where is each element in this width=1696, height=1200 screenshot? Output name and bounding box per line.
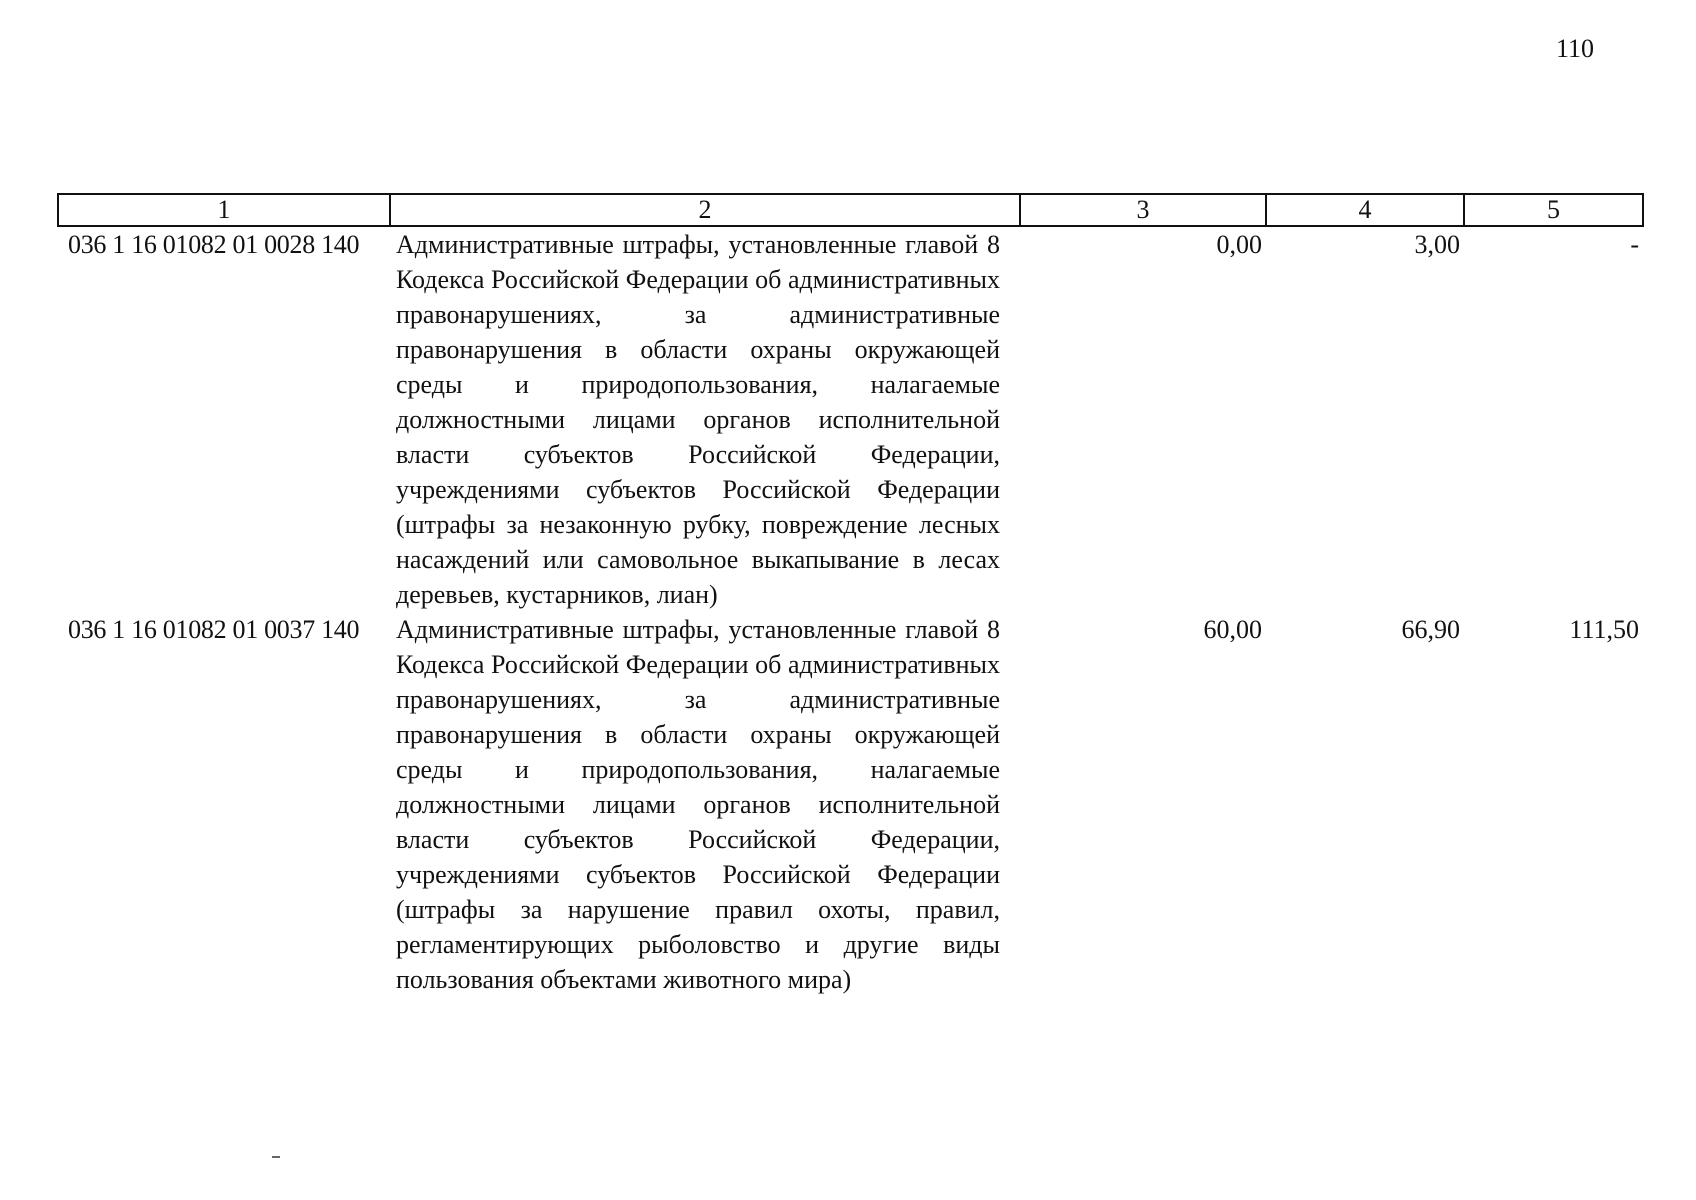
header-cell-2: 2 — [390, 194, 1020, 226]
value-col-3: 60,00 — [1203, 615, 1262, 644]
value-col-5: - — [1630, 230, 1639, 259]
budget-code: 036 1 16 01082 01 0028 140 — [68, 230, 360, 259]
header-cell-5: 5 — [1464, 194, 1643, 226]
row-description: Административные штрафы, установленные главой 8 Кодекса Российской Федерации об административных правонарушениях, за административные правонарушения в области охраны окружающей среды и природопользования, налагаемые должностными лицами органов исполнительной власти субъектов Российской Федерации, учреждениями субъектов Российской Федерации (штрафы за незаконную рубку, повреждение лесных насаждений или самовольное выкапывание в лесах деревьев, кустарников, лиан) — [396, 230, 1000, 609]
header-cell-4: 4 — [1266, 194, 1464, 226]
page-number: 110 — [1556, 34, 1595, 63]
value-col-4: 3,00 — [1414, 230, 1460, 259]
scan-artifact-mark — [272, 1156, 280, 1158]
budget-table — [57, 193, 1644, 997]
header-row — [58, 194, 1643, 226]
header-cell-1: 1 — [58, 194, 390, 226]
value-col-3: 0,00 — [1216, 230, 1262, 259]
row-description: Административные штрафы, установленные главой 8 Кодекса Российской Федерации об административных правонарушениях, за административные правонарушения в области охраны окружающей среды и природопользования, налагаемые должностными лицами органов исполнительной власти субъектов Российской Федерации, учреждениями субъектов Российской Федерации (штрафы за нарушение правил охоты, правил, регламентирующих рыболовство и другие виды пользования объектами животного мира) — [396, 615, 1000, 994]
table-row — [58, 612, 1643, 997]
value-col-4: 66,90 — [1401, 615, 1460, 644]
value-col-5: 111,50 — [1569, 615, 1639, 644]
budget-code: 036 1 16 01082 01 0037 140 — [68, 615, 360, 644]
header-cell-3: 3 — [1020, 194, 1266, 226]
table-row — [58, 226, 1643, 612]
